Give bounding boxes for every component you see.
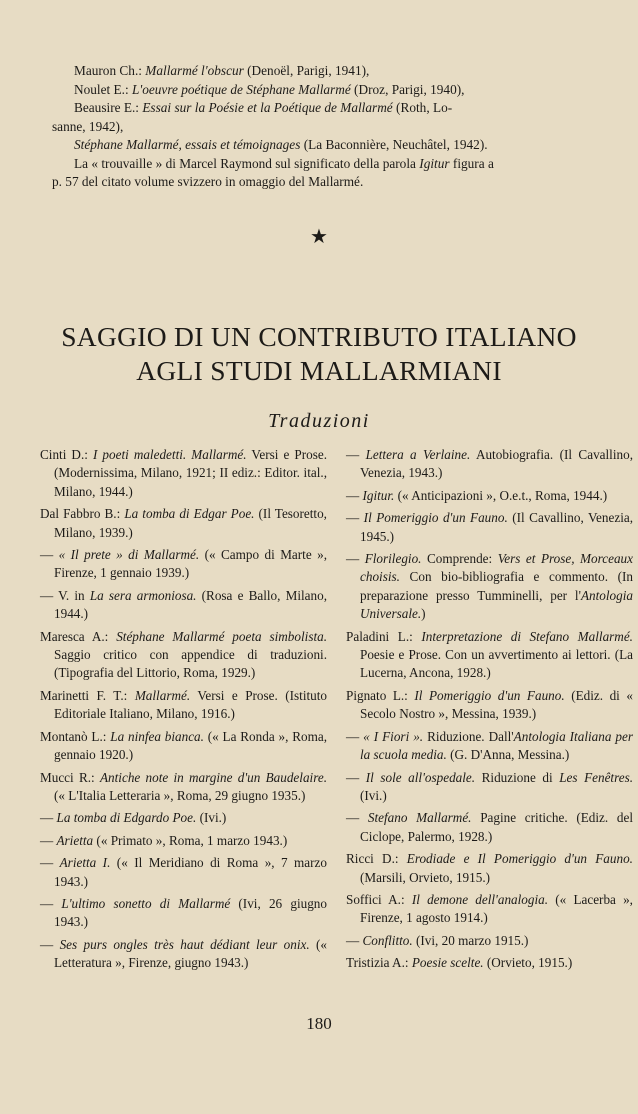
entry-title: Antologia Italiana per la scuola media. (360, 728, 633, 763)
section-subtitle: Traduzioni (268, 410, 370, 432)
entry-text: Poesie e Prose. Con un avvertimento ai lettori. (La Lucerna, Ancona, 1928.) (360, 647, 633, 681)
entry-title: Antologia Universale. (360, 587, 633, 622)
section-title-line-2: AGLI STUDI MALLARMIANI (136, 355, 502, 386)
entry-text: (Roth, Lo- (392, 100, 453, 115)
entry-author: — (346, 769, 366, 785)
bibliography-entry (40, 446, 327, 501)
header-line (52, 173, 630, 192)
entry-text: (Marsili, Orvieto, 1915.) (360, 869, 491, 885)
entry-text: (Ivi, 20 marzo 1915.) (412, 932, 529, 948)
entry-text: (Denoël, Parigi, 1941), (243, 63, 370, 78)
entry-text: (« La Ronda », Roma, gennaio 1920.) (54, 728, 327, 763)
entry-author: — (40, 936, 60, 952)
entry-text: Versi e Prose. (Istituto Editoriale Italiano, Milano, 1916.) (54, 687, 328, 722)
entry-text: (Droz, Parigi, 1940), (350, 81, 465, 97)
page-number: 180 (306, 1014, 332, 1033)
entry-text: (Ivi, 26 giugno 1943.) (54, 895, 327, 930)
entry-title: I poeti maledetti. Mallarmé. (92, 447, 247, 462)
entry-title: Il Pomeriggio d'un Fauno. (414, 687, 565, 703)
bibliography-entry (346, 487, 633, 505)
entry-author: — (346, 447, 366, 462)
bibliography-header-notes (52, 62, 630, 192)
entry-title: Vers et Prose, Morceaux choisis. (360, 551, 633, 585)
entry-author: Noulet E.: (74, 81, 132, 97)
entry-title: Ses purs ongles très haut dédiant leur onix. (59, 936, 310, 952)
entry-text: (La Baconnière, Neuchâtel, 1942). (300, 137, 488, 152)
entry-title: Conflitto. (362, 932, 413, 948)
star-ornament: ★ (310, 226, 328, 248)
entry-text: (Orvieto, 1915.) (483, 955, 573, 971)
entry-title: Lettera a Verlaine. (365, 447, 471, 462)
entry-text: V. in (58, 587, 90, 603)
entry-text: (Il Cavallino, Venezia, 1945.) (360, 510, 634, 544)
entry-text: (« Letteratura », Firenze, giugno 1943.) (54, 936, 327, 971)
bibliography-entry (346, 550, 633, 624)
bibliography-entry (40, 505, 327, 542)
entry-title: Arietta (56, 832, 94, 848)
bibliography-entry (40, 728, 327, 765)
entry-text: (Ediz. di « Secolo Nostro », Messina, 1939.) (360, 687, 633, 722)
entry-title: Igitur (419, 155, 450, 171)
entry-author: Montanò L.: (40, 728, 111, 744)
bibliography-entry (346, 932, 633, 950)
entry-author: — (40, 547, 59, 563)
bibliography-entry (346, 769, 633, 806)
entry-author: Dal Fabbro B.: (40, 506, 125, 522)
entry-title: L'ultimo sonetto di Mallarmé (61, 895, 231, 911)
entry-text: Riduzione di (475, 769, 560, 785)
header-line (52, 118, 630, 137)
entry-author: — (346, 810, 368, 826)
entry-author: Paladini L.: (346, 628, 422, 644)
entry-title: Poesie scelte. (411, 955, 484, 971)
entry-title: Mallarmé. (134, 687, 191, 703)
entry-text: La « trouvaille » di Marcel Raymond sul significato della parola (74, 155, 420, 171)
entry-title: La sera armoniosa. (89, 587, 197, 603)
entry-author: — (40, 855, 60, 871)
entry-title: Il demone dell'analogia. (411, 891, 549, 907)
bibliography-entry (346, 628, 633, 683)
header-line (52, 62, 630, 81)
entry-title: Stefano Mallarmé. (367, 810, 472, 826)
bibliography-entry (346, 891, 633, 928)
entry-text: (Il Tesoretto, Milano, 1939.) (54, 506, 327, 540)
entry-text: Pagine critiche. (Ediz. del Ciclope, Palermo, 1928.) (360, 810, 633, 844)
entry-text: figura a (449, 155, 494, 171)
entry-author: Ricci D.: (346, 851, 407, 867)
entry-text: (« Lacerba », Firenze, 1 agosto 1914.) (360, 891, 633, 926)
entry-text: ) (421, 606, 426, 622)
bibliography-entry (346, 728, 633, 765)
entry-text: (Ivi.) (360, 787, 387, 803)
bibliography-entry (40, 936, 327, 973)
entry-text: Riduzione. Dall' (423, 728, 514, 744)
entry-title: L'oeuvre poétique de Stéphane Mallarmé (131, 81, 351, 97)
entry-text: (« Campo di Marte », Firenze, 1 gennaio 1939.) (54, 547, 328, 581)
entry-title: Les Fenêtres. (559, 769, 634, 785)
section-title-line-1: SAGGIO DI UN CONTRIBUTO ITALIANO (61, 321, 577, 352)
section-title (0, 320, 638, 388)
bibliography-entry (346, 809, 633, 846)
entry-author: — (346, 932, 363, 948)
entry-author: Tristizia A.: (346, 955, 412, 971)
entry-text: (« Anticipazioni », O.e.t., Roma, 1944.) (394, 487, 608, 503)
bibliography-entry (346, 954, 633, 972)
entry-author: Mucci R.: (40, 769, 100, 785)
entry-title: La tomba di Edgardo Poe. (56, 810, 197, 826)
entry-author: Soffici A.: (346, 891, 412, 907)
entry-title: « I Fiori ». (363, 728, 424, 744)
bibliography-entry (346, 850, 633, 887)
bibliography-entry (40, 687, 327, 724)
entry-author: — (40, 895, 62, 911)
bibliography-entry (40, 854, 327, 891)
bibliography-entry (40, 628, 327, 683)
bibliography-entry (40, 895, 327, 932)
entry-text: (G. D'Anna, Messina.) (446, 747, 570, 763)
entry-text: Comprende: (421, 551, 498, 567)
entry-title: Igitur. (362, 487, 395, 503)
entry-text: Autobiografia. (Il Cavallino, Venezia, 1943.) (360, 447, 633, 481)
entry-text: (« Primato », Roma, 1 marzo 1943.) (93, 832, 288, 848)
entry-author: — (346, 728, 364, 744)
entry-author: — (40, 810, 57, 826)
header-line (52, 136, 630, 155)
entry-text: p. 57 del citato volume svizzero in omaggio del Mallarmé. (52, 174, 364, 189)
entry-author: — (40, 832, 57, 848)
entry-author: Cinti D.: (40, 447, 93, 462)
entry-text: sanne, 1942), (52, 118, 124, 134)
entry-author: — (346, 487, 363, 503)
bibliography-entry (40, 546, 327, 583)
header-line (52, 81, 630, 100)
bibliography-entry (346, 446, 633, 483)
entry-text: Versi e Prose. (Modernissima, Milano, 1921; II ediz.: Editor. ital., Milano, 1944.) (54, 447, 327, 499)
entry-text: Con bio-bibliografia e commento. (In preparazione presso Tumminelli, per l' (360, 569, 633, 603)
entry-author: Marinetti F. T.: (40, 687, 135, 703)
bibliography-entry (346, 687, 633, 724)
entry-author: Maresca A.: (40, 628, 117, 644)
entry-text: (« L'Italia Letteraria », Roma, 29 giugno 1935.) (54, 787, 306, 803)
left-column (40, 446, 327, 977)
entry-title: Stéphane Mallarmé, essais et témoignages (74, 137, 301, 152)
entry-author: Mauron Ch.: (74, 63, 146, 78)
entry-title: Florilegio. (364, 551, 422, 567)
bibliography-entry (40, 832, 327, 850)
entry-title: Essai sur la Poésie et la Poétique de Mallarmé (142, 100, 393, 115)
entry-title: Il sole all'ospedale. (365, 769, 476, 785)
entry-title: Interpretazione di Stefano Mallarmé. (421, 628, 633, 644)
bibliography-entry (40, 587, 327, 624)
entry-author: Beausire E.: (74, 100, 143, 115)
entry-title: Erodiade e Il Pomeriggio d'un Fauno. (406, 851, 633, 867)
entry-author: — (346, 551, 365, 567)
entry-author: — (40, 587, 59, 603)
right-column (346, 446, 633, 977)
entry-title: Arietta I. (59, 855, 111, 871)
entry-title: Il Pomeriggio d'un Fauno. (363, 510, 508, 526)
header-line (52, 155, 630, 174)
header-line (52, 99, 630, 118)
entry-text: (« Il Meridiano di Roma », 7 marzo 1943.) (54, 855, 327, 889)
entry-title: La tomba di Edgar Poe. (124, 506, 255, 522)
bibliography-entry (40, 769, 327, 806)
entry-text: Saggio critico con appendice di traduzioni. (Tipografia del Littorio, Roma, 1929.) (54, 647, 327, 681)
bibliography-entry (40, 809, 327, 827)
entry-author: — (346, 510, 364, 526)
entry-title: « Il prete » di Mallarmé. (58, 547, 200, 563)
entry-title: Antiche note in margine d'un Baudelaire. (99, 769, 327, 785)
entry-text: (Ivi.) (196, 810, 227, 826)
entry-title: Mallarmé l'obscur (145, 63, 244, 78)
entry-title: Stéphane Mallarmé poeta simbolista. (116, 628, 327, 644)
bibliography-entry (346, 509, 633, 546)
entry-author: Pignato L.: (346, 687, 415, 703)
entry-title: La ninfea bianca. (110, 728, 204, 744)
entry-text: (Rosa e Ballo, Milano, 1944.) (54, 587, 327, 622)
